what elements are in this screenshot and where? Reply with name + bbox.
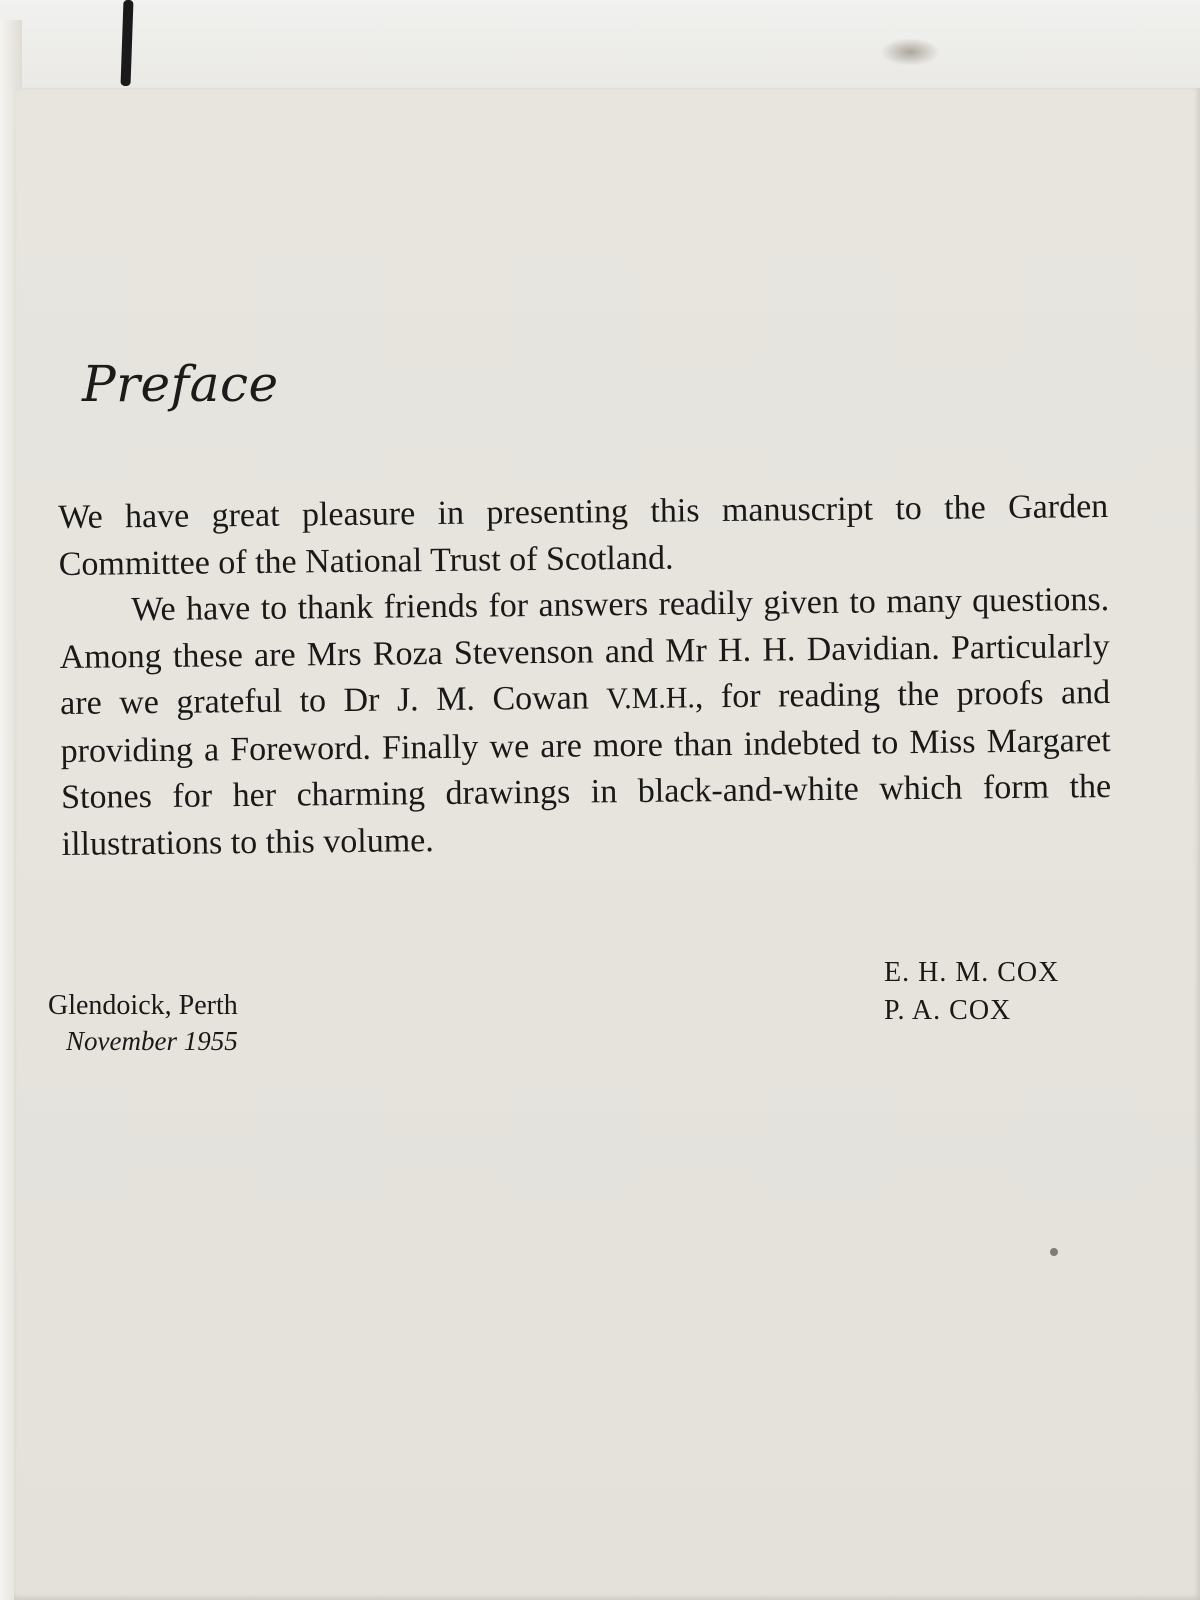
place-line: Glendoick, Perth <box>48 990 238 1021</box>
surface-mark <box>121 0 134 86</box>
paragraph-2-part-a: We have to thank friends for answers readily given to many questions. Among these are Mrs Roza Stevenson and Mr H. H. Davidian. Particularly are we grateful to Dr J. M. Cowan <box>59 580 1110 722</box>
page-title: Preface <box>82 355 279 413</box>
signature-1: E. H. M. COX <box>884 957 1060 988</box>
date-line: November 1955 <box>66 1026 238 1056</box>
preface-body <box>58 484 1112 868</box>
paragraph-2-part-b: , for reading the proofs and providing a Foreword. Finally we are more than indebted to Miss Margaret Stones for her charming drawings in black-and-white which form the illustrations to this volume. <box>60 673 1112 863</box>
paragraph-2 <box>59 577 1112 868</box>
honour-abbreviation: V.M.H. <box>606 681 696 716</box>
table-surface <box>0 0 1200 100</box>
paper-speck <box>1050 1248 1058 1256</box>
signature-2: P. A. COX <box>884 995 1012 1026</box>
signatures <box>884 954 1059 1030</box>
paragraph-1: We have great pleasure in presenting this manuscript to the Garden Committee of the National Trust of Scotland. <box>58 488 1109 583</box>
surface-speck <box>880 38 940 66</box>
